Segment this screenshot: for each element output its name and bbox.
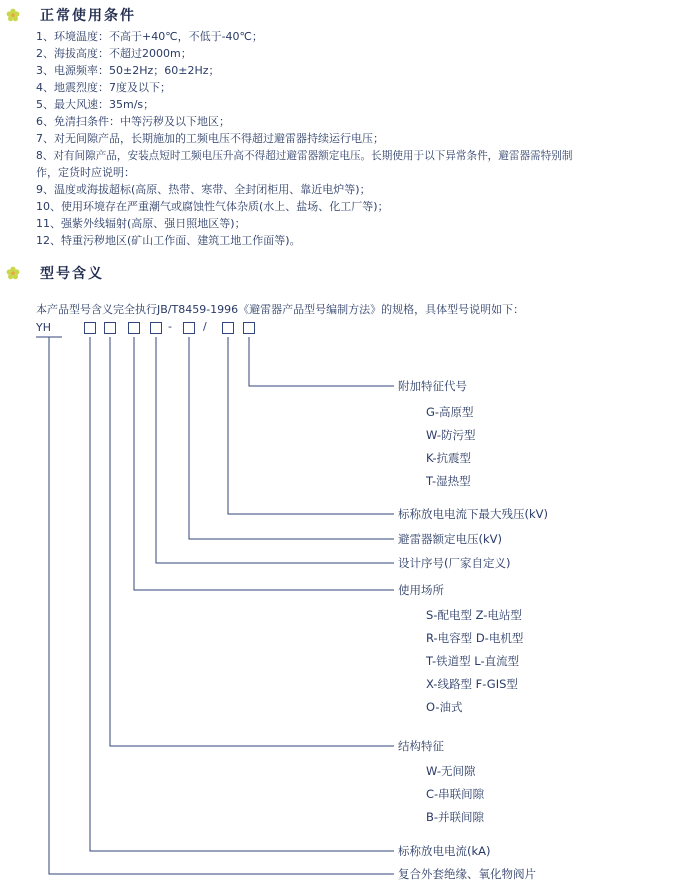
condition-item: 7、对无间隙产品，长期施加的工频电压不得超过避雷器持续运行电压；	[36, 132, 384, 145]
extra-option: K-抗震型	[426, 451, 471, 465]
model-dash: -	[168, 320, 172, 333]
condition-item: 11、强紫外线辐射(高原、强日照地区等)；	[36, 217, 246, 230]
structure-option: C-串联间隙	[426, 787, 485, 801]
model-prefix: YH	[36, 321, 51, 334]
condition-item: 2、海拔高度：不超过2000m；	[36, 47, 192, 60]
usage-option: R-电容型 D-电机型	[426, 631, 524, 645]
extra-feature-label: 附加特征代号	[398, 379, 467, 393]
condition-item: 12、特重污秽地区(矿山工作面、建筑工地工作面等)。	[36, 234, 301, 247]
usage-option: X-线路型 F-GIS型	[426, 677, 518, 691]
condition-item: 1、环境温度：不高于+40℃，不低于-40℃；	[36, 30, 263, 43]
structure-option: W-无间隙	[426, 764, 476, 778]
condition-item: 9、温度或海拔超标(高原、热带、寒带、全封闭柜用、靠近电炉等)；	[36, 183, 371, 196]
model-slash: /	[203, 320, 207, 333]
usage-option: O-油式	[426, 700, 463, 714]
usage-option: S-配电型 Z-电站型	[426, 608, 522, 622]
section1-title: 正常使用条件	[40, 8, 136, 24]
condition-item-continued: 作，定货时应说明：	[36, 166, 135, 179]
condition-item: 6、免清扫条件：中等污秽及以下地区；	[36, 115, 230, 128]
condition-item: 4、地震烈度：7度及以下；	[36, 81, 171, 94]
structure-label: 结构特征	[398, 739, 444, 753]
extra-option: T-湿热型	[426, 474, 471, 488]
extra-option: G-高原型	[426, 405, 474, 419]
section2-title: 型号含义	[40, 266, 104, 282]
rated-voltage-label: 避雷器额定电压(kV)	[398, 532, 502, 546]
structure-option: B-并联间隙	[426, 810, 485, 824]
usage-option: T-铁道型 L-直流型	[426, 654, 520, 668]
condition-item: 5、最大风速：35m/s；	[36, 98, 155, 111]
usage-label: 使用场所	[398, 583, 444, 597]
extra-option: W-防污型	[426, 428, 476, 442]
condition-item: 3、电源频率：50±2Hz；60±2Hz；	[36, 64, 220, 77]
model-intro: 本产品型号含义完全执行JB/T8459-1996《避雷器产品型号编制方法》的规格，具体型号说明如下：	[36, 303, 525, 316]
composite-housing-label: 复合外套绝缘、氧化物阀片	[398, 867, 536, 881]
condition-item: 10、使用环境存在严重潮气或腐蚀性气体杂质(水上、盐场、化工厂等)；	[36, 200, 389, 213]
residual-voltage-label: 标称放电电流下最大残压(kV)	[398, 507, 548, 521]
design-serial-label: 设计序号(厂家自定义)	[398, 556, 511, 570]
nominal-current-label: 标称放电电流(kA)	[398, 844, 491, 858]
condition-item: 8、对有间隙产品，安装点短时工频电压升高不得超过避雷器额定电压。长期使用于以下异常条件，避雷器需特别制	[36, 150, 573, 162]
